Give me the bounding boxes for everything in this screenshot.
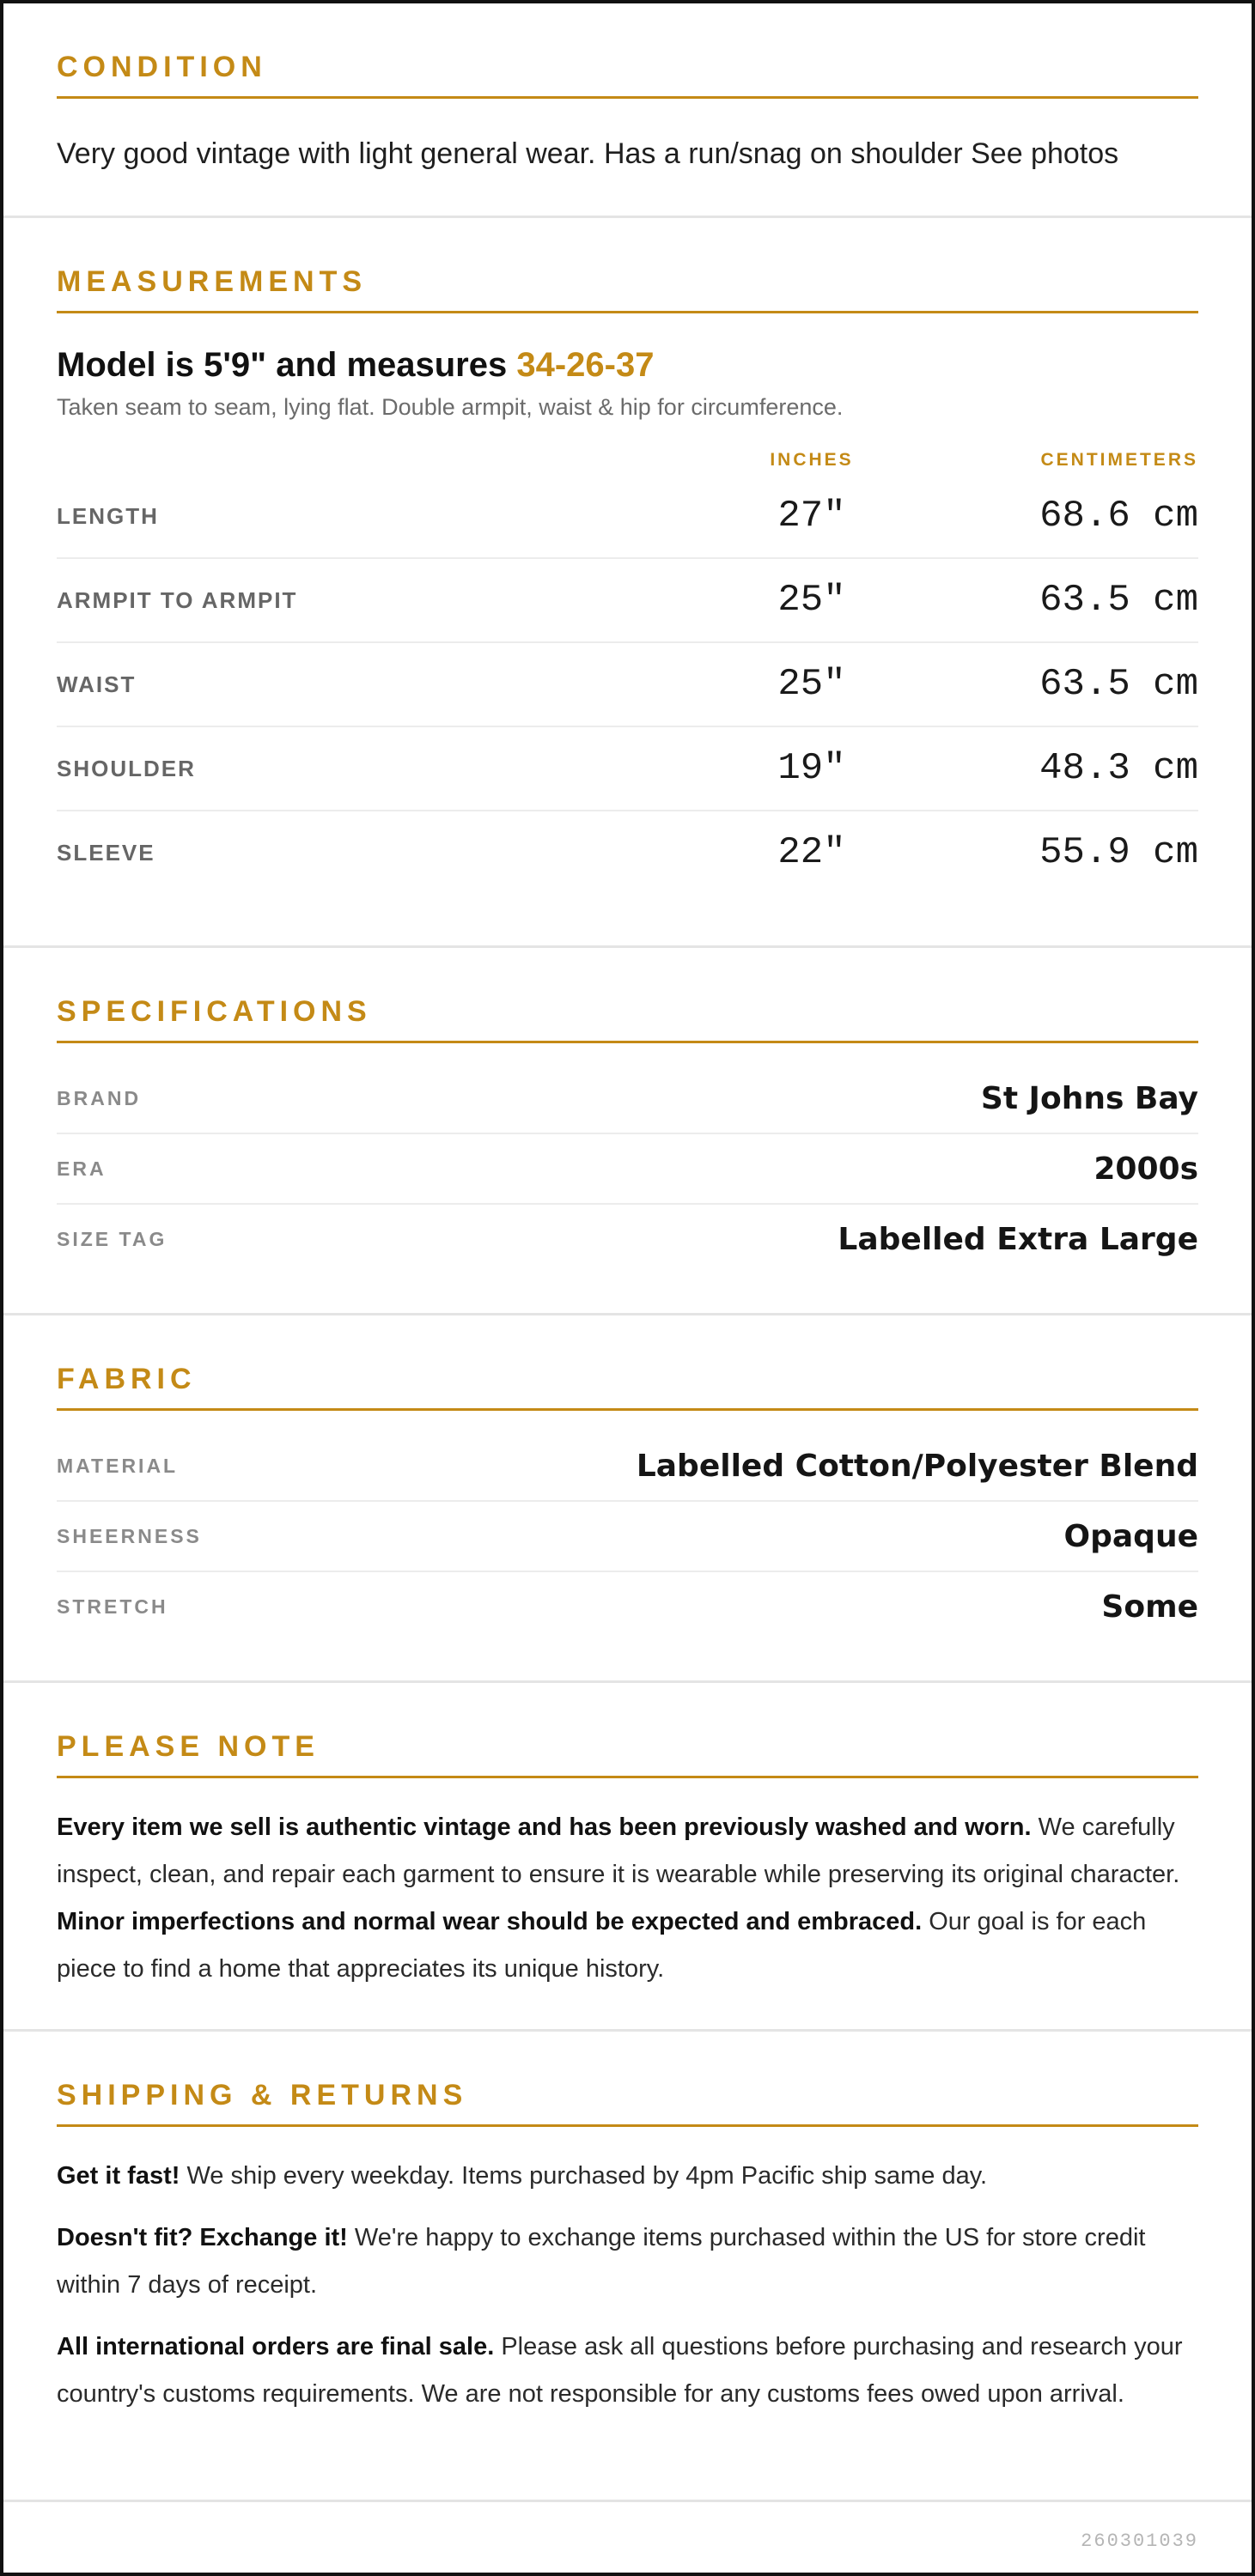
spec-label: SIZE TAG [57, 1227, 168, 1250]
table-row [57, 475, 1198, 558]
spec-value: 2000s [1094, 1151, 1198, 1187]
note-text-1: We carefully inspect, clean, and repair each garment to ensure it is wearable while preserving its original character. [57, 1814, 1180, 1888]
specifications-heading: SPECIFICATIONS [57, 994, 1198, 1043]
fabric-section [3, 1315, 1252, 1683]
list-item [57, 1572, 1198, 1641]
fabric-value: Opaque [1063, 1518, 1198, 1554]
row-inches: 22" [777, 831, 846, 874]
column-centimeters: CENTIMETERS [1040, 450, 1198, 470]
please-note-heading: PLEASE NOTE [57, 1729, 1198, 1778]
shipping-paragraph-1 [57, 2153, 1198, 2200]
fabric-label: STRETCH [57, 1595, 168, 1618]
sku-number: 260301039 [1081, 2530, 1198, 2552]
spec-label: BRAND [57, 1086, 142, 1109]
table-row [57, 558, 1198, 642]
table-row [57, 811, 1198, 894]
model-measures [57, 344, 1198, 386]
spec-value: Labelled Extra Large [838, 1221, 1198, 1257]
table-row [57, 726, 1198, 811]
condition-heading: CONDITION [57, 50, 1198, 99]
shipping-paragraph-2 [57, 2215, 1198, 2309]
row-label: ARMPIT TO ARMPIT [57, 558, 709, 642]
list-item [57, 1134, 1198, 1205]
fabric-label: MATERIAL [57, 1454, 179, 1477]
shipping-bold-2: Doesn't fit? Exchange it! [57, 2224, 348, 2251]
fabric-value: Some [1101, 1589, 1198, 1625]
row-centimeters: 68.6 cm [915, 475, 1198, 558]
row-centimeters: 63.5 cm [915, 642, 1198, 726]
shipping-text-1: We ship every weekday. Items purchased by 4pm Pacific ship same day. [180, 2162, 988, 2190]
condition-section [3, 3, 1252, 218]
fabric-label: SHEERNESS [57, 1524, 202, 1547]
condition-text: Very good vintage with light general wear. Has a run/snag on shoulder See photos [57, 137, 1119, 170]
note-text-2: Our goal is for each piece to find a home that appreciates its unique history. [57, 1908, 1147, 1983]
column-inches: INCHES [770, 450, 854, 470]
row-label: WAIST [57, 642, 709, 726]
row-label: LENGTH [57, 475, 709, 558]
row-inches: 25" [709, 642, 915, 726]
row-inches: 25" [709, 558, 915, 642]
row-centimeters: 55.9 cm [1039, 831, 1198, 874]
list-item [57, 1502, 1198, 1572]
spec-label: ERA [57, 1157, 107, 1180]
fabric-heading: FABRIC [57, 1362, 1198, 1411]
model-measures-value: 34-26-37 [516, 346, 655, 384]
row-inches: 19" [709, 726, 915, 811]
row-label: SLEEVE [57, 839, 155, 866]
row-inches: 27" [709, 475, 915, 558]
column-label [57, 446, 709, 475]
shipping-section [3, 2032, 1252, 2502]
shipping-paragraph-3 [57, 2324, 1198, 2418]
specifications-section [3, 948, 1252, 1315]
note-bold-1: Every item we sell is authentic vintage and has been previously washed and worn. [57, 1814, 1032, 1841]
footer [3, 2502, 1252, 2576]
row-centimeters: 48.3 cm [915, 726, 1198, 811]
shipping-text-2: We're happy to exchange items purchased within the US for store credit within 7 days of receipt. [57, 2224, 1146, 2299]
list-item [57, 1431, 1198, 1502]
shipping-heading: SHIPPING & RETURNS [57, 2078, 1198, 2127]
please-note-text [57, 1804, 1198, 1993]
note-bold-2: Minor imperfections and normal wear should be expected and embraced. [57, 1908, 923, 1935]
fabric-list [57, 1431, 1198, 1641]
row-centimeters: 63.5 cm [915, 558, 1198, 642]
list-item [57, 1064, 1198, 1134]
measurements-heading: MEASUREMENTS [57, 264, 1198, 313]
measurements-section [3, 218, 1252, 948]
list-item [57, 1205, 1198, 1273]
shipping-bold-1: Get it fast! [57, 2162, 180, 2190]
measurements-table [57, 446, 1198, 894]
fabric-value: Labelled Cotton/Polyester Blend [636, 1448, 1198, 1484]
shipping-text-3: Please ask all questions before purchasing and research your country's customs requirements. We are not responsible for any customs fees owed upon arrival. [57, 2333, 1183, 2408]
spec-value: St Johns Bay [980, 1080, 1198, 1116]
shipping-bold-3: All international orders are final sale. [57, 2333, 495, 2360]
table-row [57, 642, 1198, 726]
please-note-section [3, 1683, 1252, 2032]
model-prefix: Model is 5'9" and measures [57, 346, 517, 384]
measurement-note: Taken seam to seam, lying flat. Double armpit, waist & hip for circumference. [57, 394, 844, 420]
row-label: SHOULDER [57, 726, 709, 811]
specifications-list [57, 1064, 1198, 1273]
